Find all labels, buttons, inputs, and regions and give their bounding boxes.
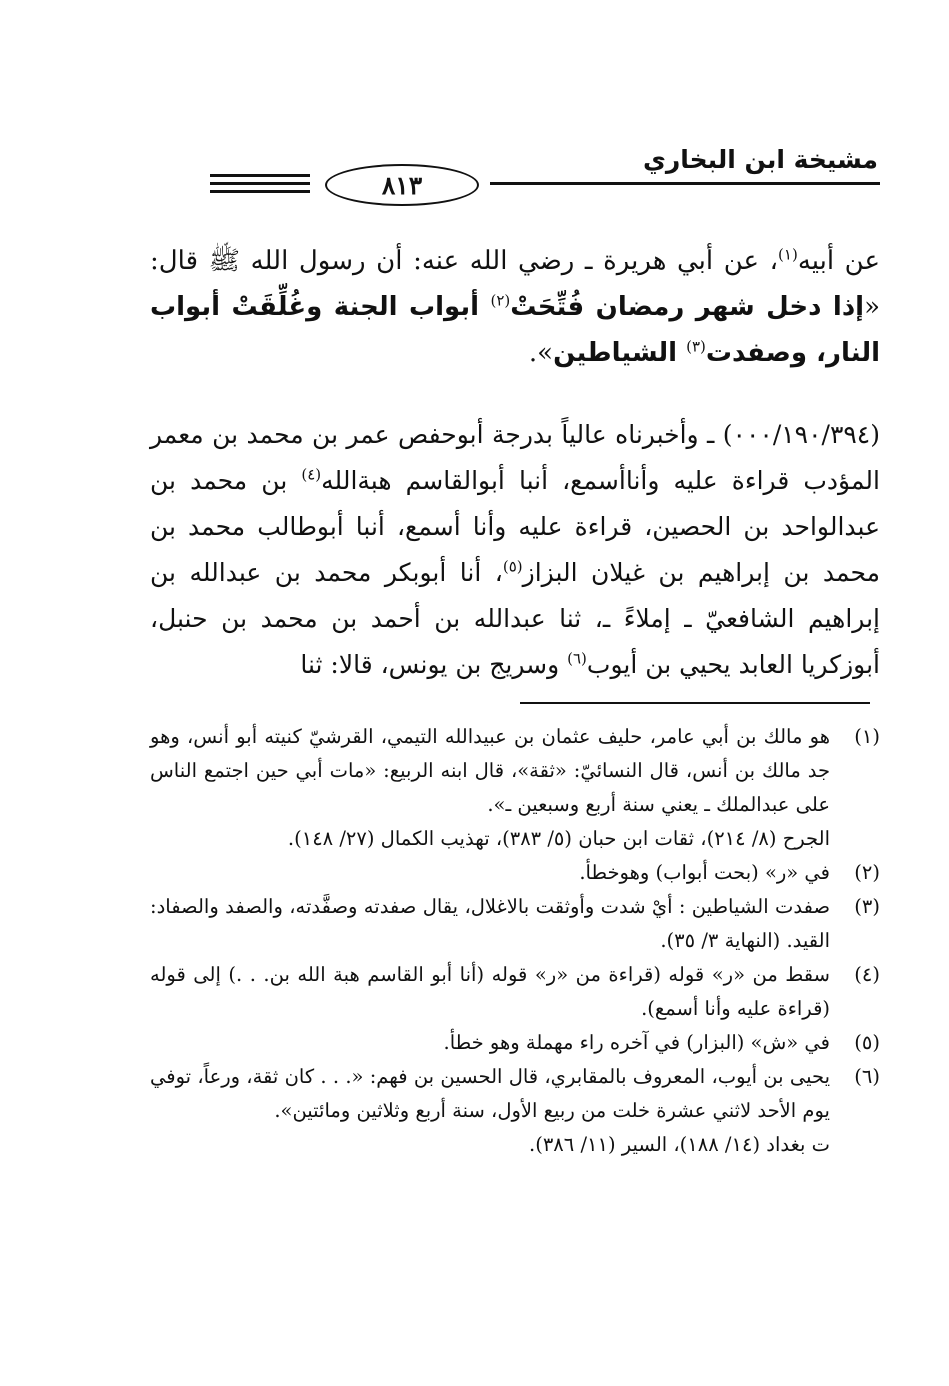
footnote-text: الجرح (٨/ ٢١٤)، ثقات ابن حبان (٥/ ٣٨٣)، تهذيب الكمال (٢٧/ ١٤٨). bbox=[287, 826, 830, 850]
footnote-text: سقط من «ر» قوله (قراءة من «ر» قوله (أنا أبو القاسم هبة الله بن. . .) إلى قوله (قراءة عليه وأنا أسمع). bbox=[150, 962, 830, 1020]
footnote-number: (٥) bbox=[854, 1030, 880, 1054]
footnote-text: في «ش» (البزار) في آخره راء مهملة وهو خطأ. bbox=[443, 1030, 830, 1054]
sanad-part-1: (٠٠٠/١٩٠/٣٩٤) ـ وأخبرناه عالياً بدرجة أبوحفص عمر بن محمد بن معمر المؤدب قراءة عليه وأناأسمع، أنبا أبوالقاسم هبةالله bbox=[150, 420, 880, 495]
sanad-part-3: ، أنا أبوبكر محمد بن عبدالله بن إبراهيم الشافعيّ ـ إملاءً ـ، ثنا عبدالله بن أحمد بن محمد بن حنبل، أبوزكريا العابد يحيي بن أيوب bbox=[150, 558, 880, 679]
page-number-oval bbox=[325, 164, 479, 206]
footnote-ref-4: (٤) bbox=[301, 465, 322, 484]
sanad-part-2: بن محمد بن عبدالواحد بن الحصين، قراءة عليه وأنا أسمع، أنبا أبوطالب محمد بن محمد بن إبراهيم بن غيلان البزاز bbox=[150, 466, 880, 587]
footnote-6 bbox=[150, 1060, 880, 1162]
footnote-text: هو مالك بن أبي عامر، حليف عثمان بن عبيدالله التيمي، القرشيّ كنيته أبو أنس، وهو جد مالك بن أنس، قال النسائيّ: «ثقة»، قال ابنه الربيع: «مات أبي حين اجتمع الناس على عبدالملك ـ يعني سنة أربع وسبعين ـ». bbox=[150, 724, 830, 816]
footnote-number: (١) bbox=[854, 724, 880, 748]
sanad-part-4: وسريج بن يونس، قالا: ثنا bbox=[300, 650, 568, 679]
running-title: مشيخة ابن البخاري bbox=[642, 145, 878, 174]
header-rule-left-bottom bbox=[210, 190, 310, 193]
footnotes bbox=[150, 720, 880, 1162]
hadith-matn-2: أبواب الجنة وغُلِّقَتْ أبواب النار، وصفدت bbox=[150, 292, 880, 368]
footnote-number: (٢) bbox=[854, 860, 880, 884]
header-rule-left-middle bbox=[210, 182, 310, 185]
footnote-separator bbox=[520, 702, 870, 704]
footnote-number: (٣) bbox=[854, 894, 880, 918]
footnote-ref-5: (٥) bbox=[502, 557, 523, 576]
hadith-text bbox=[150, 238, 880, 376]
footnote-number: (٦) bbox=[854, 1064, 880, 1088]
footnote-1 bbox=[150, 720, 880, 856]
footnote-ref-6: (٦) bbox=[567, 649, 587, 668]
page-header bbox=[150, 140, 880, 210]
hadith-matn-1: إذا دخل شهر رمضان فُتِّحَتْ bbox=[510, 292, 865, 322]
footnote-3 bbox=[150, 890, 880, 958]
footnote-text: صفدت الشياطين : أيْ شدت وأوثقت بالاغلال، يقال صفدته وصفَّدته، والصفد والصفاد: القيد. (النهاية ٣/ ٣٥). bbox=[150, 894, 830, 952]
footnote-2 bbox=[150, 856, 880, 890]
footnote-text: في «ر» (بحت أبواب) وهوخطأ. bbox=[579, 860, 830, 884]
footnote-number: (٤) bbox=[854, 962, 880, 986]
footnote-5 bbox=[150, 1026, 880, 1060]
footnote-text: ت بغداد (١٤/ ١٨٨)، السير (١١/ ٣٨٦). bbox=[529, 1132, 830, 1156]
header-rule-left-top bbox=[210, 174, 310, 177]
header-rule-right bbox=[490, 182, 880, 185]
footnote-ref-3: (٣) bbox=[686, 337, 706, 356]
footnote-text: يحيى بن أيوب، المعروف بالمقابري، قال الحسين بن فهم: «. . . كان ثقة، ورعاً، توفي يوم الأحد لاثني عشرة خلت من ربيع الأول، سنة أربع وثلاثين ومائتين». bbox=[150, 1064, 830, 1122]
hadith-part-1: عن أبيه bbox=[797, 246, 880, 276]
hadith-part-2: ، عن أبي هريرة ـ رضي الله عنه: أن رسول الله ﷺ قال: « bbox=[150, 246, 880, 322]
footnote-4 bbox=[150, 958, 880, 1026]
hadith-matn-3: الشياطين bbox=[553, 338, 687, 368]
footnote-ref-1: (١) bbox=[778, 245, 798, 264]
sanad-paragraph bbox=[150, 412, 880, 688]
page-number: ٨١٣ bbox=[381, 170, 423, 200]
paragraph-gap bbox=[150, 376, 880, 412]
book-page bbox=[150, 140, 880, 1162]
footnote-ref-2: (٢) bbox=[490, 291, 511, 310]
hadith-part-6: ». bbox=[528, 338, 554, 368]
